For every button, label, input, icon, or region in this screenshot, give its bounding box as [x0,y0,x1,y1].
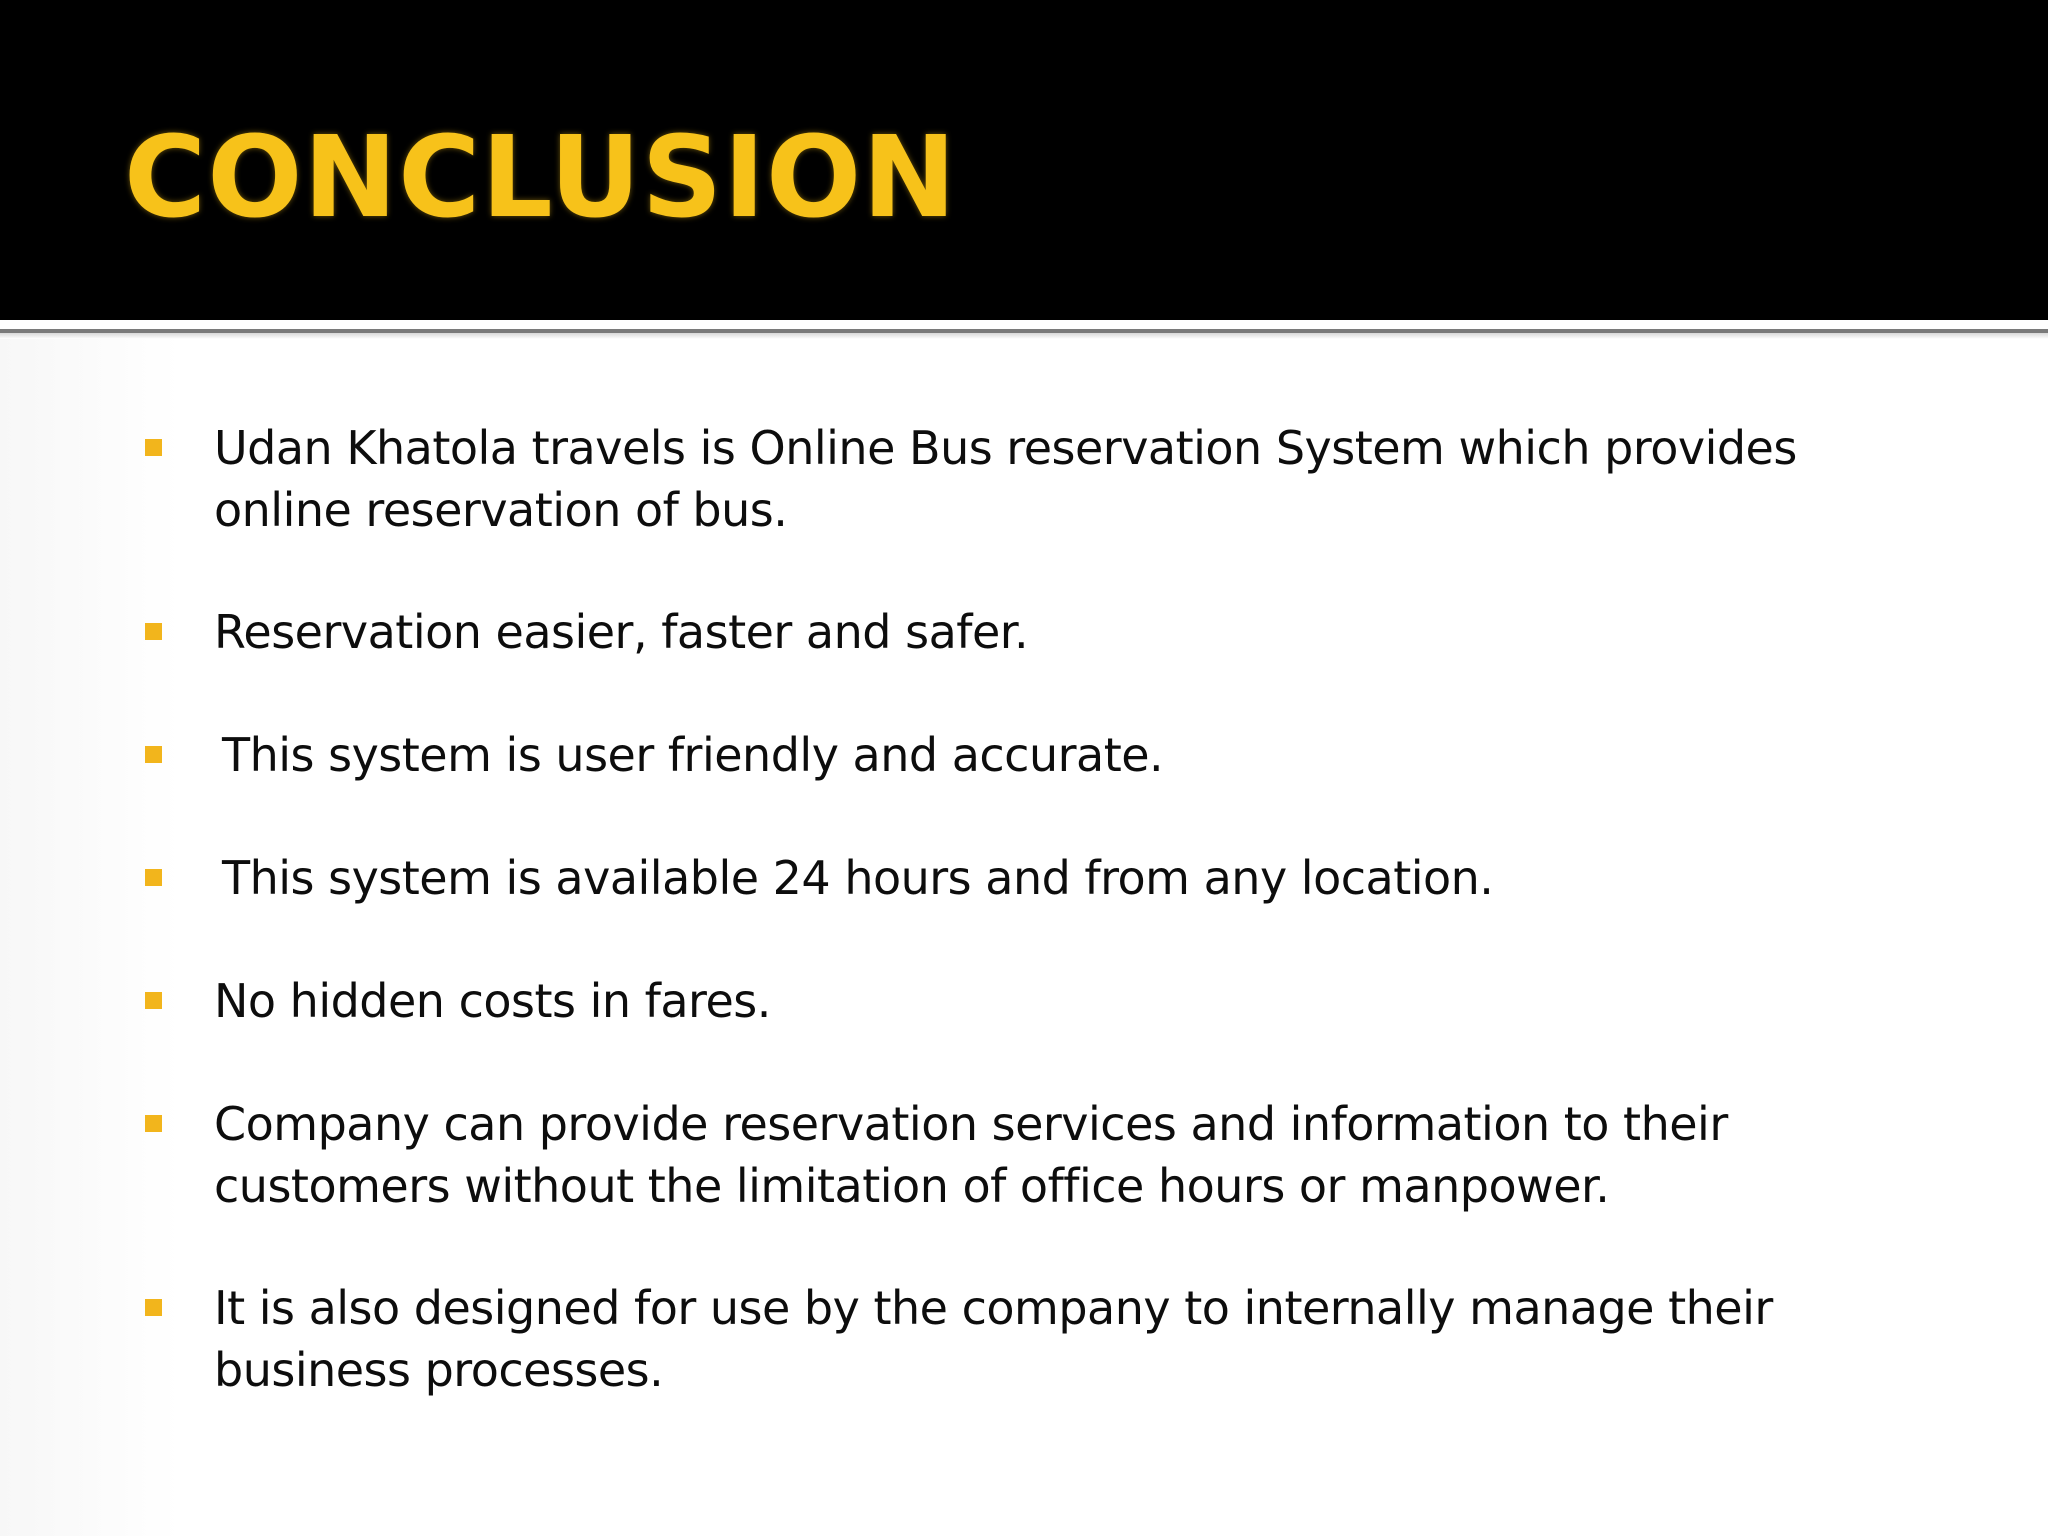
bullet-square-icon [145,439,162,456]
bullet-text: Reservation easier, faster and safer. [214,605,1029,659]
bullet-text: It is also designed for use by the company to internally manage their business processes. [214,1281,1773,1397]
bullet-square-icon [145,869,162,886]
bullet-text: This system is user friendly and accurate. [222,728,1164,782]
bullet-square-icon [145,1299,162,1316]
bullet-square-icon [145,992,162,1009]
bullet-text: This system is available 24 hours and from any location. [222,851,1494,905]
bullet-text: No hidden costs in fares. [214,974,771,1028]
bullet-text: Company can provide reservation services and information to their customers without the limitation of office hours or manpower. [214,1097,1728,1213]
slide-title: CONCLUSION [124,113,957,243]
bullet-square-icon [145,746,162,763]
bullet-square-icon [145,623,162,640]
bullet-text: Udan Khatola travels is Online Bus reservation System which provides online reservation of bus. [214,421,1797,537]
bullet-square-icon [145,1115,162,1132]
